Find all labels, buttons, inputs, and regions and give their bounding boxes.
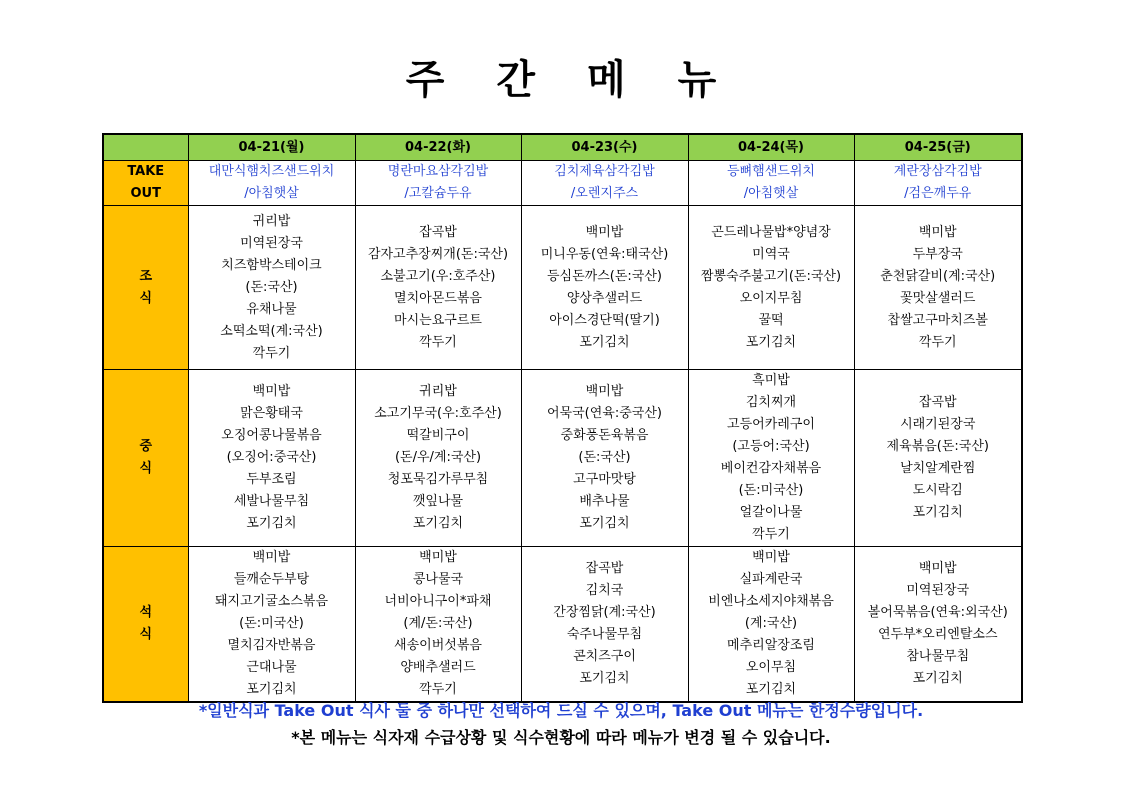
menu-item: 숙주나물무침: [566, 627, 643, 642]
menu-item: 베이컨감자채볶음: [720, 461, 822, 476]
menu-item: 춘천닭갈비(계:국산): [880, 268, 996, 284]
label-line: OUT: [130, 186, 161, 201]
menu-item: 흑미밥: [752, 373, 790, 388]
menu-item: 포기김치: [579, 516, 630, 531]
page-title: [0, 48, 1122, 105]
date-header: 04-24(목): [688, 134, 854, 161]
menu-item: 잡곡밥: [419, 224, 457, 240]
menu-item: 명란마요삼각김밥: [387, 164, 489, 179]
takeout-row: [103, 161, 1022, 206]
menu-item: (돈:미국산): [239, 616, 304, 631]
menu-item: 계란장삼각김밥: [893, 164, 982, 179]
menu-change-notice: *본 메뉴는 식자재 수급상황 및 식수현황에 따라 메뉴가 변경 될 수 있습니다.: [291, 728, 831, 747]
date-header: 04-22(화): [355, 134, 521, 161]
menu-item: /아침햇살: [743, 186, 799, 201]
menu-item: 제육볶음(돈:국산): [886, 439, 989, 454]
meal-cell: [355, 370, 521, 547]
menu-item: (돈:미국산): [738, 483, 804, 498]
menu-item: 백미밥: [585, 224, 624, 240]
menu-item: 멸치아몬드볶음: [394, 290, 482, 306]
menu-item: 떡갈비구이: [406, 428, 470, 443]
header-corner: [103, 134, 188, 161]
menu-item: 포기김치: [912, 671, 963, 686]
menu-item: 돼지고기굴소스볶음: [214, 594, 329, 609]
menu-item: 참나물무침: [906, 649, 970, 664]
title-char: 주: [405, 57, 445, 103]
menu-item: 포기김치: [912, 505, 963, 520]
label-line: 식: [139, 627, 153, 642]
takeout-cell: [188, 161, 355, 206]
menu-item: 메추리알장조림: [727, 638, 815, 653]
menu-item: 양배추샐러드: [400, 660, 476, 675]
takeout-cell: [521, 161, 688, 206]
meal-row: [103, 370, 1022, 547]
meal-cell: [355, 206, 521, 370]
menu-item: 오이지무침: [739, 290, 803, 306]
menu-item: 두부장국: [912, 246, 963, 262]
menu-item: 잡곡밥: [918, 395, 957, 410]
meal-cell: [188, 206, 355, 370]
meal-cell: [688, 206, 854, 370]
menu-item: 깍두기: [419, 682, 457, 697]
meal-cell: [355, 547, 521, 703]
menu-item: 도시락김: [912, 483, 963, 498]
menu-item: 연두부*오리엔탈소스: [877, 627, 998, 642]
menu-item: 백미밥: [918, 561, 957, 576]
menu-item: 꽃맛살샐러드: [900, 290, 976, 306]
takeout-cell: [854, 161, 1022, 206]
menu-item: 마시는요구르트: [394, 312, 482, 328]
menu-item: 등심돈까스(돈:국산): [547, 268, 662, 284]
menu-item: 근대나물: [246, 660, 297, 675]
menu-item: 실파계란국: [739, 572, 803, 587]
menu-item: 오이무침: [745, 660, 797, 675]
meal-cell: [854, 206, 1022, 370]
menu-item: 백미밥: [419, 550, 457, 565]
meal-cell: [688, 547, 854, 703]
title-char: 뉴: [677, 57, 717, 103]
title-char: 간: [496, 57, 535, 103]
meal-cell: [188, 370, 355, 547]
menu-item: (돈/우/계:국산): [394, 450, 482, 465]
menu-item: 맑은황태국: [240, 406, 303, 421]
meal-label: [103, 370, 188, 547]
menu-item: (돈:국산): [245, 279, 298, 295]
menu-item: (계:국산): [744, 616, 798, 631]
menu-item: 김치제육삼각김밥: [554, 164, 655, 179]
menu-item: 두부조림: [246, 472, 297, 487]
meal-cell: [521, 547, 688, 703]
meal-cell: [188, 547, 355, 703]
menu-item: 오징어콩나물볶음: [221, 428, 322, 443]
menu-item: 콩나물국: [412, 572, 464, 587]
date-header: 04-23(수): [521, 134, 688, 161]
weekly-menu-table: [102, 133, 1023, 703]
menu-item: 볼어묵볶음(연육:외국산): [867, 605, 1008, 620]
menu-item: /오렌지주스: [570, 186, 639, 201]
menu-item: 감자고추장찌개(돈:국산): [367, 246, 509, 262]
menu-item: 백미밥: [252, 550, 291, 565]
menu-item: 포기김치: [246, 682, 297, 697]
menu-item: 등뼈햄샌드위치: [727, 164, 815, 179]
menu-item: 잡곡밥: [585, 561, 624, 576]
menu-item: 간장찜닭(계:국산): [553, 605, 656, 620]
menu-item: 아이스경단떡(딸기): [549, 312, 660, 328]
menu-item: 짬뽕숙주불고기(돈:국산): [700, 268, 842, 284]
label-line: TAKE: [127, 164, 165, 179]
menu-item: 날치알계란찜: [900, 461, 976, 476]
meal-cell: [688, 370, 854, 547]
menu-item: /고칼슘두유: [404, 186, 472, 201]
menu-item: 김치국: [585, 583, 624, 598]
menu-item: 꿀떡: [758, 312, 784, 328]
menu-item: 멸치김자반볶음: [227, 638, 316, 653]
menu-item: 깍두기: [918, 334, 957, 350]
menu-item: 김치찌개: [745, 395, 797, 410]
menu-item: 포기김치: [745, 682, 797, 697]
menu-item: 백미밥: [585, 384, 624, 399]
menu-item: (계/돈:국산): [403, 616, 473, 631]
menu-item: 깍두기: [252, 345, 291, 361]
menu-item: 깍두기: [419, 334, 457, 350]
menu-item: 고구마맛탕: [573, 472, 636, 487]
meal-cell: [521, 370, 688, 547]
menu-item: 미역된장국: [906, 583, 970, 598]
menu-item: 너비아니구이*파채: [384, 594, 492, 609]
meal-cell: [854, 547, 1022, 703]
menu-item: 미니우동(연육:태국산): [540, 246, 669, 262]
menu-item: 어묵국(연육:중국산): [547, 406, 662, 421]
menu-item: 깻잎나물: [412, 494, 464, 509]
menu-item: 중화풍돈육볶음: [560, 428, 649, 443]
menu-item: 미역국: [752, 246, 790, 262]
menu-item: 고등어카레구이: [727, 417, 815, 432]
menu-item: 깍두기: [752, 527, 790, 542]
menu-item: 청포묵김가루무침: [387, 472, 489, 487]
takeout-label: [103, 161, 188, 206]
menu-item: 백미밥: [752, 550, 790, 565]
label-line: 중: [139, 439, 153, 454]
menu-item: 시래기된장국: [900, 417, 976, 432]
menu-item: /검은깨두유: [904, 186, 972, 201]
date-header-row: [103, 134, 1022, 161]
label-line: 석: [139, 605, 153, 620]
menu-item: 들깨순두부탕: [233, 572, 310, 587]
menu-item: 치즈함박스테이크: [221, 257, 322, 273]
menu-item: 포기김치: [246, 516, 297, 531]
menu-item: 귀리밥: [419, 384, 457, 399]
menu-item: 세발나물무침: [233, 494, 310, 509]
meal-cell: [521, 206, 688, 370]
label-line: 식: [139, 461, 153, 476]
label-line: 식: [139, 290, 153, 306]
menu-item: 콘치즈구이: [573, 649, 636, 664]
menu-item: 귀리밥: [252, 213, 291, 229]
menu-item: (돈:국산): [578, 450, 631, 465]
meal-label: [103, 547, 188, 703]
takeout-notice: *일반식과 Take Out 식사 둘 중 하나만 선택하여 드실 수 있으며, Take Out 메뉴는 한정수량입니다.: [198, 701, 924, 720]
menu-item: (고등어:국산): [732, 439, 810, 454]
meal-row: [103, 206, 1022, 370]
menu-item: 포기김치: [745, 334, 797, 350]
menu-item: 소고기무국(우:호주산): [374, 406, 502, 421]
menu-item: 곤드레나물밥*양념장: [711, 224, 831, 240]
takeout-cell: [355, 161, 521, 206]
menu-item: 백미밥: [918, 224, 957, 240]
menu-item: 배추나물: [579, 494, 630, 509]
menu-item: 비엔나소세지야채볶음: [708, 594, 834, 609]
menu-item: 포기김치: [579, 671, 630, 686]
meal-row: [103, 547, 1022, 703]
menu-item: 미역된장국: [240, 235, 303, 251]
menu-item: 얼갈이나물: [739, 505, 803, 520]
menu-item: 찹쌀고구마치즈볼: [887, 312, 988, 328]
menu-item: 백미밥: [252, 384, 291, 399]
menu-item: 대만식햄치즈샌드위치: [208, 164, 335, 179]
menu-item: 소떡소떡(계:국산): [220, 323, 323, 339]
title-char: 메: [587, 57, 626, 103]
date-header: 04-25(금): [854, 134, 1022, 161]
menu-item: 포기김치: [579, 334, 630, 350]
menu-item: (오징어:중국산): [226, 450, 317, 465]
menu-item: 소불고기(우:호주산): [380, 268, 496, 284]
menu-item: 유채나물: [246, 301, 297, 317]
menu-item: 포기김치: [412, 516, 464, 531]
date-header: 04-21(월): [188, 134, 355, 161]
menu-item: 새송이버섯볶음: [394, 638, 482, 653]
menu-item: 양상추샐러드: [566, 290, 643, 306]
menu-item: /아침햇살: [244, 186, 299, 201]
takeout-cell: [688, 161, 854, 206]
meal-label: [103, 206, 188, 370]
meal-cell: [854, 370, 1022, 547]
label-line: 조: [139, 268, 153, 284]
